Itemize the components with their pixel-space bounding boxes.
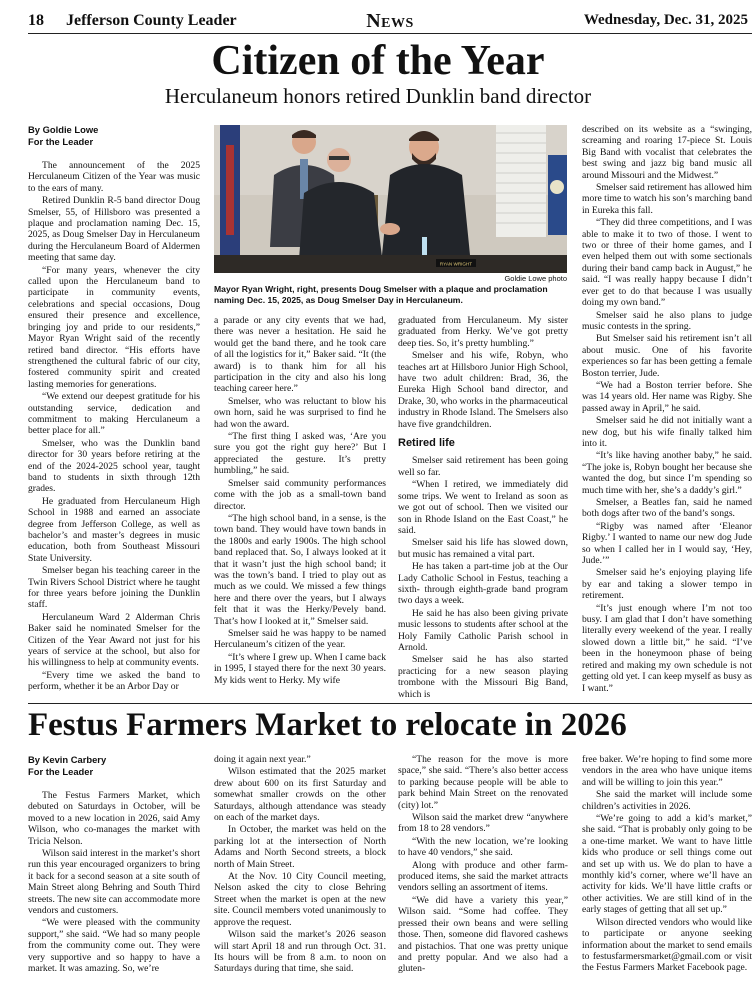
- paragraph: Smelser said he’s enjoying playing life by ear and taking a slower tempo in retirement.: [582, 567, 752, 602]
- paragraph: Smelser said he was happy to be named Herculaneum’s citizen of the year.: [214, 627, 386, 651]
- paragraph: “When I retired, we immediately did some trips. We went to Ireland as soon as we got out of school. Then we visited our son in Rhode Island on the East Coast,” he said.: [398, 479, 568, 536]
- photo-illustration: [214, 125, 567, 273]
- paragraph: Smelser said his life has slowed down, but music has remained a vital part.: [398, 537, 568, 560]
- paragraph: He graduated from Herculaneum High School in 1988 and earned an associate degree from Jefferson College, as well as bachelor’s and master’s degrees in music education, both from Southeast Missouri State University.: [28, 495, 200, 564]
- story1-column-2: [214, 315, 386, 687]
- paragraph: “We had a Boston terrier before. She was 14 years old. Her name was Rigby. She passed away in April,” he said.: [582, 379, 752, 414]
- paragraph: Retired Dunklin R-5 band director Doug Smelser, 55, of Hillsboro was presented a plaque and proclamation naming Dec. 15, 2025, as Doug Smelser Day in Herculaneum during the Herculaneum Board of Aldermen meeting that same day.: [28, 195, 200, 264]
- paragraph: described on its website as a “swinging, screaming and roaring 17-piece St. Louis Big Band with vocalist that celebrates the best swing and jazz big band music all around Missouri and the Midwest.”: [582, 124, 752, 181]
- story2-byline: [28, 754, 200, 778]
- paragraph: The Festus Farmers Market, which debuted on Saturdays in October, will be moved to a new location in 2026, said Amy Wilson, who co-manages the market with Tricia Nelson.: [28, 790, 200, 847]
- story2-column-2: [214, 754, 386, 976]
- paragraph: free baker. We’re hoping to find some more vendors in the area who have unique items and will be willing to join this year.”: [582, 754, 752, 788]
- byline-author: By Goldie Lowe: [28, 124, 99, 135]
- paragraph: “For many years, whenever the city called upon the Herculaneum band to participate in community events, celebrations and special occasions, Doug ensured their presence and excellence, bringing joy and pride to our residents,” Mayor Ryan Wright said of the recently retired band director. “His efforts have strengthened the cultural fabric of our city, fostered community spirit and created lasting memories for generations.: [28, 264, 200, 390]
- paragraph: Smelser said he also plans to judge music contests in the spring.: [582, 309, 752, 332]
- byline-role: For the Leader: [28, 136, 94, 147]
- paragraph: Smelser said retirement has been going well so far.: [398, 455, 568, 478]
- paragraph: Smelser, a Beatles fan, said he named both dogs after two of the band’s songs.: [582, 497, 752, 520]
- paragraph: “They did three competitions, and I was able to make it to two of those. I went to two or three of their home games, and I even helped them out with some sectionals during their band camp back in August,” he said. “I was really happy because I didn’t ever get to do that because I was usually doing my own band.”: [582, 217, 752, 309]
- story1-photo: [214, 125, 567, 273]
- paragraph: Along with produce and other farm-produced items, she said the market attracts vendors selling an assortment of items.: [398, 859, 568, 894]
- paragraph: “It’s just enough where I’m not too busy. I am glad that I don’t have something literally every weekend of the year. I really slowed down a little bit,” he said. “I’ve been in the honeymoon phase of being retired and making my own schedule is not getting old yet. I can keep myself as busy as I want.”: [582, 602, 752, 694]
- paragraph: “The high school band, in a sense, is the town band. They would have town bands in the 1800s and early 1900s. The high school band replaced that. So, I always looked at it that it wasn’t just the high school band; it was the town’s band. I tried to play out as much as we could. We missed a few things here and there over the years, but I always felt that it was the Herky/Pevely band. That’s how I looked at it,” Smelser said.: [214, 512, 386, 627]
- photo-caption: Mayor Ryan Wright, right, presents Doug Smelser with a plaque and proclamation naming Dec. 15, 2025, as Doug Smelser Day in Herculaneum.: [214, 284, 548, 305]
- paragraph: “We were pleased with the community support,” she said. “We had so many people from the community come out. They were very supportive and so happy to have a market. It was amazing. So, we’re: [28, 917, 200, 975]
- photo-credit: Goldie Lowe photo: [504, 274, 567, 283]
- paragraph: Wilson said the market’s 2026 season will start April 18 and run through Oct. 31. Its hours will be from 8 a.m. to noon on Saturdays during that time, she said.: [214, 929, 386, 975]
- paragraph: “We extend our deepest gratitude for his outstanding service, dedication and commitment to making Herculaneum a better place for all.”: [28, 391, 200, 437]
- photo-nameplate: RYAN WRIGHT: [439, 261, 473, 267]
- story1-column-1: [28, 124, 200, 694]
- paragraph: “Every time we asked the band to perform, whether it be an Arbor Day or: [28, 669, 200, 693]
- paragraph: doing it again next year.”: [214, 754, 311, 765]
- paragraph: But Smelser said his retirement isn’t all about music. One of his favorite experiences so far has been getting a female Boston terrier, Jude.: [582, 333, 752, 379]
- paragraph: At the Nov. 10 City Council meeting, Nelson asked the city to close Behring Street when the market is open at the new site. Council members voted unanimously to approve the request.: [214, 871, 386, 928]
- paragraph: Smelser said retirement has allowed him more time to watch his son’s marching band in Eureka this fall.: [582, 182, 752, 216]
- section-name: News: [366, 10, 414, 32]
- story2-column-4: [582, 754, 752, 975]
- paragraph: a parade or any city events that we had, there was never a hesitation. He said he would get the band there, and he took care of all the logistics for it,” Baker said. “It (the award) is to thank him for all his participation in the city and also his long teaching career here.”: [214, 315, 386, 395]
- paragraph: Wilson said interest in the market’s short run this year encouraged organizers to bring it back for a second season at a site south of Main Street along Behring and South Third streets. The new site can accommodate more vendors and customers.: [28, 848, 200, 917]
- paragraph: Wilson directed vendors who would like to participate or anyone seeking information about the market to send emails to festusfarmersmarket@gmail.com or visit the Festus Farmers Market Facebook page.: [582, 916, 752, 974]
- story1-column-4: [582, 124, 752, 695]
- paragraph: graduated from Herculaneum. My sister graduated from Herky. We’ve got pretty deep ties. So, it’s pretty humbling.”: [398, 315, 568, 349]
- paragraph: She said the market will include some children’s activities in 2026.: [582, 789, 752, 812]
- paragraph: Herculaneum Ward 2 Alderman Chris Baker said he nominated Smelser for the Citizen of the Year Award not just for his years of service at the school, but also for his willingness to help at community events.: [28, 611, 200, 669]
- page-number: 18: [28, 12, 44, 29]
- paragraph: “It’s where I grew up. When I came back in 1995, I stayed there for the next 30 years. My kids went to Herky. My wife: [214, 651, 386, 686]
- paragraph: Smelser and his wife, Robyn, who teaches art at Hillsboro Junior High School, have two adult children: Brad, 36, the Eureka High School band director, and Drake, 30, who works in the pharmaceutical industry in Rhode Island. The Smelsers also have five grandchildren.: [398, 350, 568, 430]
- issue-date: Wednesday, Dec. 31, 2025: [583, 12, 748, 28]
- paragraph: “We’re going to add a kid’s market,” she said. “That is probably only going to be a one-time market. We want to have little kids who produce or sell things come out and set up with us. We do plan to have a monthly kid’s corner, where we’ll have an activity for kids. We’ll have little crafts or other activities. We are still kind of in the early stages of getting that all set up.”: [582, 813, 752, 916]
- byline-author: By Kevin Carbery: [28, 754, 107, 765]
- story-divider: [28, 703, 752, 704]
- section-subhead-retired-life: Retired life: [398, 437, 455, 450]
- paragraph: He has taken a part-time job at the Our Lady Catholic School in Festus, teaching a sixth- through eighth-grade band program two days a week.: [398, 561, 568, 607]
- paragraph: Smelser, who was the Dunklin band director for 30 years before retiring at the end of the 2024-2025 school year, taught band to students in sixth through 12th grades.: [28, 437, 200, 495]
- paragraph: Smelser began his teaching career in the Twin Rivers School District where he taught for three years before joining the Dunklin staff.: [28, 565, 200, 611]
- publication-name: Jefferson County Leader: [66, 12, 237, 29]
- paragraph: Smelser said community performances come with the job as a small-town band director.: [214, 477, 386, 512]
- page-header: [28, 10, 752, 34]
- story1-column-3: [398, 315, 568, 701]
- paragraph: In October, the market was held on the parking lot at the intersection of North Adams and North Second streets, a block north of Main Street.: [214, 824, 386, 870]
- story2-headline: Festus Farmers Market to relocate in 2026: [28, 707, 627, 743]
- paragraph: Smelser said he has also started practicing for a new season playing trombone with the Missouri Big Band, which is: [398, 654, 568, 700]
- story1-byline: [28, 124, 200, 148]
- paragraph: The announcement of the 2025 Herculaneum Citizen of the Year was music to the ears of many.: [28, 160, 200, 194]
- paragraph: “Rigby was named after ‘Eleanor Rigby.’ I wanted to name our new dog Jude so when I called her in I would say, ‘Hey, Jude.’”: [582, 520, 752, 567]
- story1-headline: Citizen of the Year: [211, 38, 545, 84]
- paragraph: He said he has also been giving private music lessons to students after school at the Holy Family Catholic Parish school in Arnold.: [398, 607, 568, 653]
- paragraph: Smelser said he did not initially want a new dog, but his wife finally talked him into it.: [582, 415, 752, 449]
- byline-role: For the Leader: [28, 766, 94, 777]
- paragraph: “The reason for the move is more space,” she said. “There’s also better access to parking because people will be able to park behind Main Street on the renovated (city) lot.”: [398, 754, 568, 811]
- paragraph: “It’s like having another baby,” he said. “The joke is, Robyn bought her because she wanted the dog, but since I’m spending so much time with her, she’s a daddy’s girl.”: [582, 450, 752, 496]
- paragraph: Wilson said the market drew “anywhere from 18 to 28 vendors.”: [398, 812, 568, 835]
- story2-column-3: [398, 754, 568, 976]
- paragraph: Wilson estimated that the 2025 market drew about 600 on its first Saturday and somewhat smaller crowds on the other Saturdays, although attendance was steady on each of the market days.: [214, 766, 386, 824]
- paragraph: “With the new location, we’re looking to have 40 vendors,” she said.: [398, 835, 568, 859]
- paragraph: Smelser, who was reluctant to blow his own horn, said he was surprised to find he had won the award.: [214, 395, 386, 430]
- story1-subhead: Herculaneum honors retired Dunklin band director: [164, 84, 592, 108]
- story2-column-1: [28, 754, 200, 976]
- paragraph: “We did have a variety this year,” Wilson said. “Some had coffee. They pressed their own beans and were selling those. Then, someone did flavored cashews and pistachios. That one was pretty unique and pretty popular. And we also had a gluten-: [398, 894, 568, 975]
- paragraph: “The first thing I asked was, ‘Are you sure you got the right guy here?’ But I appreciated the gesture. It’s pretty humbling,” he said.: [214, 431, 386, 477]
